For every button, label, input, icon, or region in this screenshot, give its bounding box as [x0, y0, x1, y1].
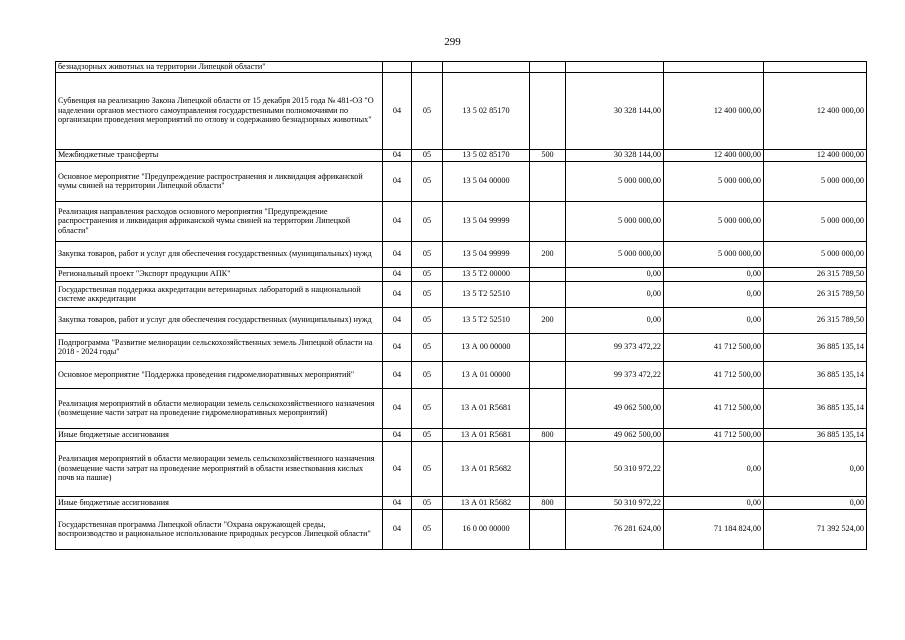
cell-code: 13 А 01 R5681	[443, 388, 530, 428]
cell-type	[530, 267, 566, 281]
cell-name: Реализация мероприятий в области мелиорации земель сельскохозяйственного назначения (возмещение части затрат на проведение мероприятий в области известкования кислых почв на пашне)	[56, 441, 383, 496]
cell-amount-1: 5 000 000,00	[566, 201, 664, 241]
table-row	[56, 62, 867, 73]
cell-amount-2: 41 712 500,00	[664, 428, 764, 441]
cell-amount-2: 0,00	[664, 307, 764, 333]
table-row	[56, 72, 867, 149]
cell-amount-3: 26 315 789,50	[764, 281, 867, 307]
cell-amount-3: 5 000 000,00	[764, 241, 867, 267]
cell-amount-2: 12 400 000,00	[664, 149, 764, 161]
cell-name: Основное мероприятие "Предупреждение распространения и ликвидация африканской чумы свиней на территории Липецкой области"	[56, 161, 383, 201]
cell-amount-3: 0,00	[764, 441, 867, 496]
cell-amount-2: 0,00	[664, 441, 764, 496]
cell-amount-1: 30 328 144,00	[566, 149, 664, 161]
cell-code: 13 5 04 99999	[443, 241, 530, 267]
cell-subsection: 05	[412, 388, 443, 428]
cell-amount-3: 5 000 000,00	[764, 161, 867, 201]
table-row	[56, 149, 867, 161]
cell-name: Государственная поддержка аккредитации ветеринарных лабораторий в национальной системе аккредитации	[56, 281, 383, 307]
cell-section: 04	[383, 333, 412, 361]
cell-subsection: 05	[412, 441, 443, 496]
cell-subsection: 05	[412, 72, 443, 149]
cell-code: 13 5 T2 52510	[443, 307, 530, 333]
cell-type	[530, 62, 566, 73]
cell-amount-1: 30 328 144,00	[566, 72, 664, 149]
page-number: 299	[444, 36, 461, 48]
cell-code: 13 А 01 R5682	[443, 441, 530, 496]
cell-amount-2	[664, 62, 764, 73]
table-row	[56, 496, 867, 509]
cell-name: Иные бюджетные ассигнования	[56, 496, 383, 509]
cell-amount-2: 71 184 824,00	[664, 509, 764, 549]
cell-amount-1: 5 000 000,00	[566, 241, 664, 267]
table-row	[56, 267, 867, 281]
cell-name: Основное мероприятие "Поддержка проведения гидромелиоративных мероприятий"	[56, 361, 383, 388]
cell-name: Государственная программа Липецкой области "Охрана окружающей среды, воспроизводство и рациональное использование природных ресурсов Липецкой области"	[56, 509, 383, 549]
table-row	[56, 281, 867, 307]
cell-name: Реализация направления расходов основного мероприятия "Предупреждение распространения и ликвидация африканской чумы свиней на территории Липецкой области"	[56, 201, 383, 241]
cell-code	[443, 62, 530, 73]
cell-type	[530, 281, 566, 307]
cell-amount-2: 41 712 500,00	[664, 333, 764, 361]
cell-amount-3: 12 400 000,00	[764, 149, 867, 161]
table-row	[56, 201, 867, 241]
cell-amount-3: 36 885 135,14	[764, 361, 867, 388]
cell-name: Субвенция на реализацию Закона Липецкой области от 15 декабря 2015 года № 481-ОЗ "О наделении органов местного самоуправления государственными полномочиями по организации проведения мероприятий по отлову и содержанию безнадзорных животных"	[56, 72, 383, 149]
cell-amount-3	[764, 62, 867, 73]
cell-section: 04	[383, 361, 412, 388]
cell-section: 04	[383, 267, 412, 281]
cell-subsection: 05	[412, 428, 443, 441]
cell-amount-1: 50 310 972,22	[566, 496, 664, 509]
cell-type	[530, 388, 566, 428]
cell-amount-3: 12 400 000,00	[764, 72, 867, 149]
cell-amount-1: 99 373 472,22	[566, 333, 664, 361]
cell-subsection	[412, 62, 443, 73]
cell-subsection: 05	[412, 267, 443, 281]
cell-type: 500	[530, 149, 566, 161]
cell-name: Подпрограмма "Развитие мелиорации сельскохозяйственных земель Липецкой области на 2018 - 2024 годы"	[56, 333, 383, 361]
table-row	[56, 307, 867, 333]
cell-section: 04	[383, 281, 412, 307]
cell-amount-3: 5 000 000,00	[764, 201, 867, 241]
cell-type	[530, 509, 566, 549]
table-row	[56, 361, 867, 388]
cell-code: 13 5 04 99999	[443, 201, 530, 241]
cell-subsection: 05	[412, 161, 443, 201]
cell-section: 04	[383, 428, 412, 441]
cell-amount-3: 26 315 789,50	[764, 307, 867, 333]
cell-name: Межбюджетные трансферты	[56, 149, 383, 161]
cell-subsection: 05	[412, 509, 443, 549]
cell-amount-2: 5 000 000,00	[664, 201, 764, 241]
table-row	[56, 333, 867, 361]
cell-amount-1: 5 000 000,00	[566, 161, 664, 201]
table-row	[56, 428, 867, 441]
cell-amount-2: 0,00	[664, 496, 764, 509]
cell-code: 13 А 01 R5681	[443, 428, 530, 441]
cell-subsection: 05	[412, 149, 443, 161]
cell-amount-1: 49 062 500,00	[566, 428, 664, 441]
cell-section: 04	[383, 72, 412, 149]
cell-name: Реализация мероприятий в области мелиорации земель сельскохозяйственного назначения (возмещение части затрат на проведение гидромелиоративных мероприятий)	[56, 388, 383, 428]
cell-amount-2: 0,00	[664, 267, 764, 281]
cell-amount-3: 36 885 135,14	[764, 388, 867, 428]
cell-amount-1	[566, 62, 664, 73]
cell-name: Иные бюджетные ассигнования	[56, 428, 383, 441]
cell-section	[383, 62, 412, 73]
cell-amount-1: 99 373 472,22	[566, 361, 664, 388]
cell-subsection: 05	[412, 201, 443, 241]
cell-amount-1: 0,00	[566, 267, 664, 281]
cell-amount-2: 41 712 500,00	[664, 388, 764, 428]
cell-amount-3: 36 885 135,14	[764, 428, 867, 441]
cell-subsection: 05	[412, 496, 443, 509]
cell-type	[530, 161, 566, 201]
cell-code: 13 5 T2 52510	[443, 281, 530, 307]
cell-amount-2: 0,00	[664, 281, 764, 307]
cell-subsection: 05	[412, 281, 443, 307]
cell-section: 04	[383, 149, 412, 161]
cell-section: 04	[383, 496, 412, 509]
cell-amount-3: 36 885 135,14	[764, 333, 867, 361]
cell-type	[530, 361, 566, 388]
cell-section: 04	[383, 161, 412, 201]
cell-type: 200	[530, 241, 566, 267]
cell-code: 13 5 04 00000	[443, 161, 530, 201]
cell-amount-1: 49 062 500,00	[566, 388, 664, 428]
table-row	[56, 441, 867, 496]
cell-amount-2: 41 712 500,00	[664, 361, 764, 388]
cell-section: 04	[383, 241, 412, 267]
cell-section: 04	[383, 509, 412, 549]
cell-subsection: 05	[412, 361, 443, 388]
cell-amount-2: 5 000 000,00	[664, 161, 764, 201]
cell-section: 04	[383, 388, 412, 428]
cell-amount-2: 5 000 000,00	[664, 241, 764, 267]
cell-amount-1: 0,00	[566, 281, 664, 307]
table-row	[56, 241, 867, 267]
cell-subsection: 05	[412, 333, 443, 361]
table-row	[56, 388, 867, 428]
cell-type	[530, 72, 566, 149]
cell-amount-1: 76 281 624,00	[566, 509, 664, 549]
cell-type	[530, 333, 566, 361]
cell-type: 800	[530, 428, 566, 441]
cell-amount-1: 50 310 972,22	[566, 441, 664, 496]
cell-code: 13 5 02 85170	[443, 149, 530, 161]
cell-amount-2: 12 400 000,00	[664, 72, 764, 149]
cell-code: 13 5 02 85170	[443, 72, 530, 149]
budget-table	[55, 61, 867, 550]
table-row	[56, 509, 867, 549]
cell-section: 04	[383, 441, 412, 496]
cell-name: Закупка товаров, работ и услуг для обеспечения государственных (муниципальных) нужд	[56, 241, 383, 267]
cell-name: Закупка товаров, работ и услуг для обеспечения государственных (муниципальных) нужд	[56, 307, 383, 333]
cell-name: безнадзорных животных на территории Липецкой области"	[56, 62, 383, 73]
cell-code: 13 5 T2 00000	[443, 267, 530, 281]
cell-type: 800	[530, 496, 566, 509]
cell-code: 13 А 01 00000	[443, 361, 530, 388]
cell-type	[530, 201, 566, 241]
cell-code: 13 А 01 R5682	[443, 496, 530, 509]
cell-type: 200	[530, 307, 566, 333]
cell-amount-1: 0,00	[566, 307, 664, 333]
cell-type	[530, 441, 566, 496]
cell-subsection: 05	[412, 241, 443, 267]
cell-code: 16 0 00 00000	[443, 509, 530, 549]
cell-section: 04	[383, 201, 412, 241]
cell-amount-3: 26 315 789,50	[764, 267, 867, 281]
cell-name: Региональный проект "Экспорт продукции АПК"	[56, 267, 383, 281]
cell-section: 04	[383, 307, 412, 333]
table-row	[56, 161, 867, 201]
cell-amount-3: 0,00	[764, 496, 867, 509]
cell-amount-3: 71 392 524,00	[764, 509, 867, 549]
cell-subsection: 05	[412, 307, 443, 333]
cell-code: 13 А 00 00000	[443, 333, 530, 361]
